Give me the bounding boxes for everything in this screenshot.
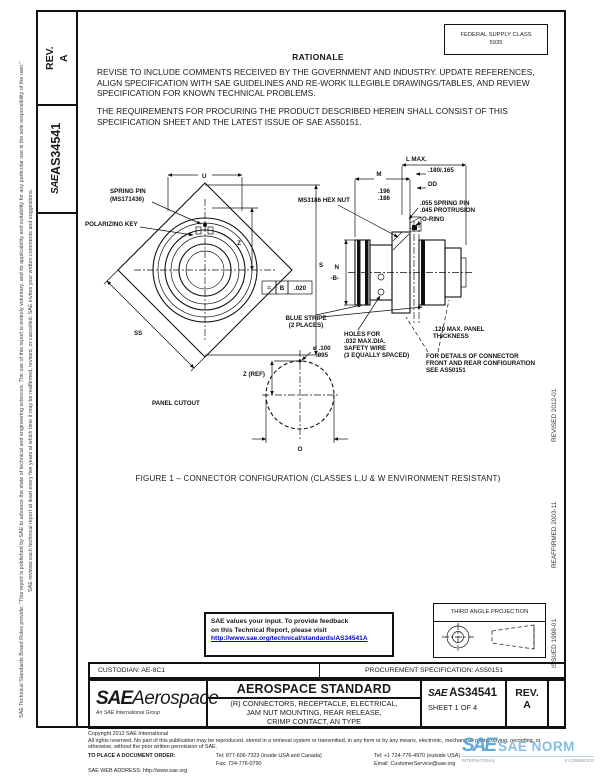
dim-dd: DD <box>428 181 437 188</box>
sae-aerospace-logo <box>90 681 219 727</box>
rights-text: All rights reserved. No part of this publication may be reproduced, stored in a retrieval system or transmitted, in any form or by any means, electronic, mechanical, photocopying, recording, or otherwise, without the prior written permission of SAE. <box>88 737 541 751</box>
left-disclaimer-1: SAE Technical Standards Board Rules provide: "This report is published by SAE to advance the state of technical and engineering sciences. The use of this report is entirely voluntary, and its applicability and suitability for any particular use is the sole responsibility of the user." <box>19 61 25 719</box>
doc-title-line-1: (R) CONNECTORS, RECEPTACLE, ELECTRICAL, <box>230 699 398 708</box>
sae-logo-small: SAE <box>428 688 448 699</box>
rationale-title: RATIONALE <box>292 52 344 62</box>
side-view <box>348 217 474 325</box>
procurement-cell: PROCUREMENT SPECIFICATION: AS50151 <box>365 667 503 674</box>
copyright-line: Copyright 2012 SAE International <box>88 731 169 737</box>
watermark-sae-icon: SAE <box>462 735 496 756</box>
dim-s: S <box>319 262 324 269</box>
dim-180-165: .180/.165 <box>428 167 454 174</box>
holes-callout-3: SAFETY WIRE <box>344 345 387 352</box>
blue-stripe-callout-2: (2 PLACES) <box>288 322 324 329</box>
panel-cutout-view <box>152 345 348 453</box>
spine-number-box <box>36 104 78 214</box>
rationale-paragraph-1: REVISE TO INCLUDE COMMENTS RECEIVED BY THE GOVERNMENT AND INDUSTRY. UPDATE REFERENCES, ALIGN SPECIFICATION WITH SAE GUIDELINES AND RE-WORK ILLEGIBLE DRAWINGS/TABLES, AND REVIEW SPECIFICATION FOR KNOWN TECHNICAL PROBLEMS. <box>97 67 535 99</box>
rev-value: A <box>523 699 531 711</box>
fcf-symbol: = <box>267 285 271 292</box>
custodian-cell: CUSTODIAN: AE-8C1 <box>90 664 320 677</box>
fsc-label: FEDERAL SUPPLY CLASS <box>460 32 532 38</box>
standard-title-cell <box>208 681 422 727</box>
details-note-1: FOR DETAILS OF CONNECTOR <box>426 353 519 360</box>
sae-logo: SAE <box>50 174 61 194</box>
spine-rev-label: REV. <box>44 46 56 70</box>
figure-caption: FIGURE 1 – CONNECTOR CONFIGURATION (CLASSES L,U & W ENVIRONMENT RESISTANT) <box>135 474 501 483</box>
sae-norm-watermark <box>462 737 594 763</box>
dim-o: O <box>297 446 303 453</box>
order-spacer <box>88 761 216 768</box>
watermark-subtitle <box>462 756 594 763</box>
watermark-international: INTERNATIONAL <box>462 758 496 763</box>
dim-196: .196 <box>377 188 390 195</box>
order-email: Email: CustomerService@sae.org <box>374 761 456 768</box>
o-ring-callout: O-RING <box>422 216 445 223</box>
dim-n: N <box>334 264 339 271</box>
dim-m: M <box>376 171 382 178</box>
holes-callout-1: HOLES FOR <box>344 331 381 338</box>
polarizing-key-callout: POLARIZING KEY <box>85 221 138 228</box>
dim-dia-100: ø .100 <box>313 345 331 352</box>
revision-revised: REVISED 2012-01 <box>551 388 558 442</box>
revision-issued: ISSUED 1998-01 <box>551 618 558 668</box>
feedback-link[interactable]: http://www.sae.org/technical/standards/AS34541A <box>211 635 368 643</box>
revision-reaffirmed: REAFFIRMED 2003-11 <box>551 501 558 569</box>
sae-logo-subtitle: An SAE International Group <box>96 710 161 716</box>
spine-number-text: AS34541 <box>49 122 63 175</box>
title-block <box>88 679 566 729</box>
fcf-datum: B <box>279 285 285 292</box>
dim-186: .186 <box>377 195 390 202</box>
info-row-spacer <box>548 664 564 677</box>
web-address: SAE WEB ADDRESS: http://www.sae.org <box>88 767 188 774</box>
hex-nut-callout: MS3186 HEX NUT <box>298 197 350 204</box>
dim-ss: SS <box>134 330 143 337</box>
feedback-line-1: SAE values your input. To provide feedback <box>211 618 349 625</box>
panel-cutout-label: PANEL CUTOUT <box>152 400 200 407</box>
feedback-line-2: on this Technical Report, please visit <box>211 626 327 634</box>
figure-drawing <box>76 145 548 471</box>
spring-pin-protrusion-1: .055 SPRING PIN <box>420 200 470 207</box>
third-angle-projection-symbol <box>434 622 545 656</box>
spine-doc-number <box>49 104 63 212</box>
holes-callout-4: (3 EQUALLY SPACED) <box>344 352 410 359</box>
doc-title-line-2: JAM NUT MOUNTING, REAR RELEASE, <box>246 708 382 718</box>
third-angle-projection-title: THIRD ANGLE PROJECTION <box>434 604 545 622</box>
details-note-3: SEE AS50151 <box>426 367 466 374</box>
order-fax: Fax: 724-776-0790 <box>216 761 262 768</box>
spring-pin-callout-1: SPRING PIN <box>110 188 146 195</box>
rationale-paragraph-2: THE REQUIREMENTS FOR PROCURING THE PRODUCT DESCRIBED HEREIN SHALL CONSIST OF THIS SPECIFICATION SHEET AND THE LATEST ISSUE OF SAE AS50151. <box>97 106 508 127</box>
holes-callout-2: .032 MAX.DIA. <box>344 338 386 345</box>
feedback-box <box>204 612 394 657</box>
doc-number-cell <box>422 681 507 727</box>
order-label: TO PLACE A DOCUMENT ORDER: <box>88 752 176 759</box>
federal-supply-class-box <box>444 24 548 55</box>
fsc-value: 5935 <box>489 39 503 46</box>
title-block-spacer <box>549 681 564 727</box>
watermark-norm-text: SAE NORM <box>498 739 575 754</box>
panel-thickness-1: .120 MAX. PANEL <box>433 326 485 333</box>
fcf-tolerance: .020 <box>293 285 307 292</box>
sheet-number: SHEET 1 OF 4 <box>428 703 478 712</box>
spine-rev-value: A <box>58 54 70 62</box>
rev-cell <box>507 681 549 727</box>
spring-pin-callout-2: (MS171436) <box>110 196 145 203</box>
spring-pin-protrusion-2: .045 PROTRUSION <box>420 207 476 214</box>
rev-label: REV. <box>515 687 539 699</box>
order-tel-2: Tel: +1 724-776-4970 (outside USA) <box>374 752 461 759</box>
panel-thickness-2: THICKNESS <box>433 333 469 340</box>
doc-number: AS34541 <box>449 687 498 699</box>
watermark-ecommerce: E-COMMERCE <box>564 758 594 763</box>
datum-b: -B- <box>330 275 339 282</box>
dim-dia-095: .095 <box>316 352 329 359</box>
sae-logo-mark: SAE <box>96 688 133 709</box>
dim-l-max: L MAX. <box>406 156 427 163</box>
left-disclaimer-2: SAE reviews each technical report at least every five years at which time it may be reaffirmed, revised, or cancelled. SAE invites your written comments and suggestions. <box>28 188 34 592</box>
projection-symbol-icon <box>434 622 544 653</box>
spine-rev-box <box>36 10 78 106</box>
dim-z: Z <box>237 240 241 247</box>
dim-u: U <box>202 173 207 180</box>
standard-type: AEROSPACE STANDARD <box>208 681 420 699</box>
blue-stripe-callout-1: BLUE STRIPE <box>285 315 327 322</box>
order-tel-1: Tel: 877-606-7323 (inside USA and Canada) <box>216 752 322 759</box>
third-angle-projection-box <box>433 603 546 658</box>
dim-z-ref: Z (REF) <box>243 371 265 378</box>
aerospace-wordmark: Aerospace <box>132 688 219 709</box>
doc-title-line-3: CRIMP CONTACT, AN TYPE <box>266 717 362 727</box>
info-row <box>88 662 566 679</box>
front-view <box>118 183 292 357</box>
details-note-2: FRONT AND REAR CONFIGURATION <box>426 360 535 367</box>
